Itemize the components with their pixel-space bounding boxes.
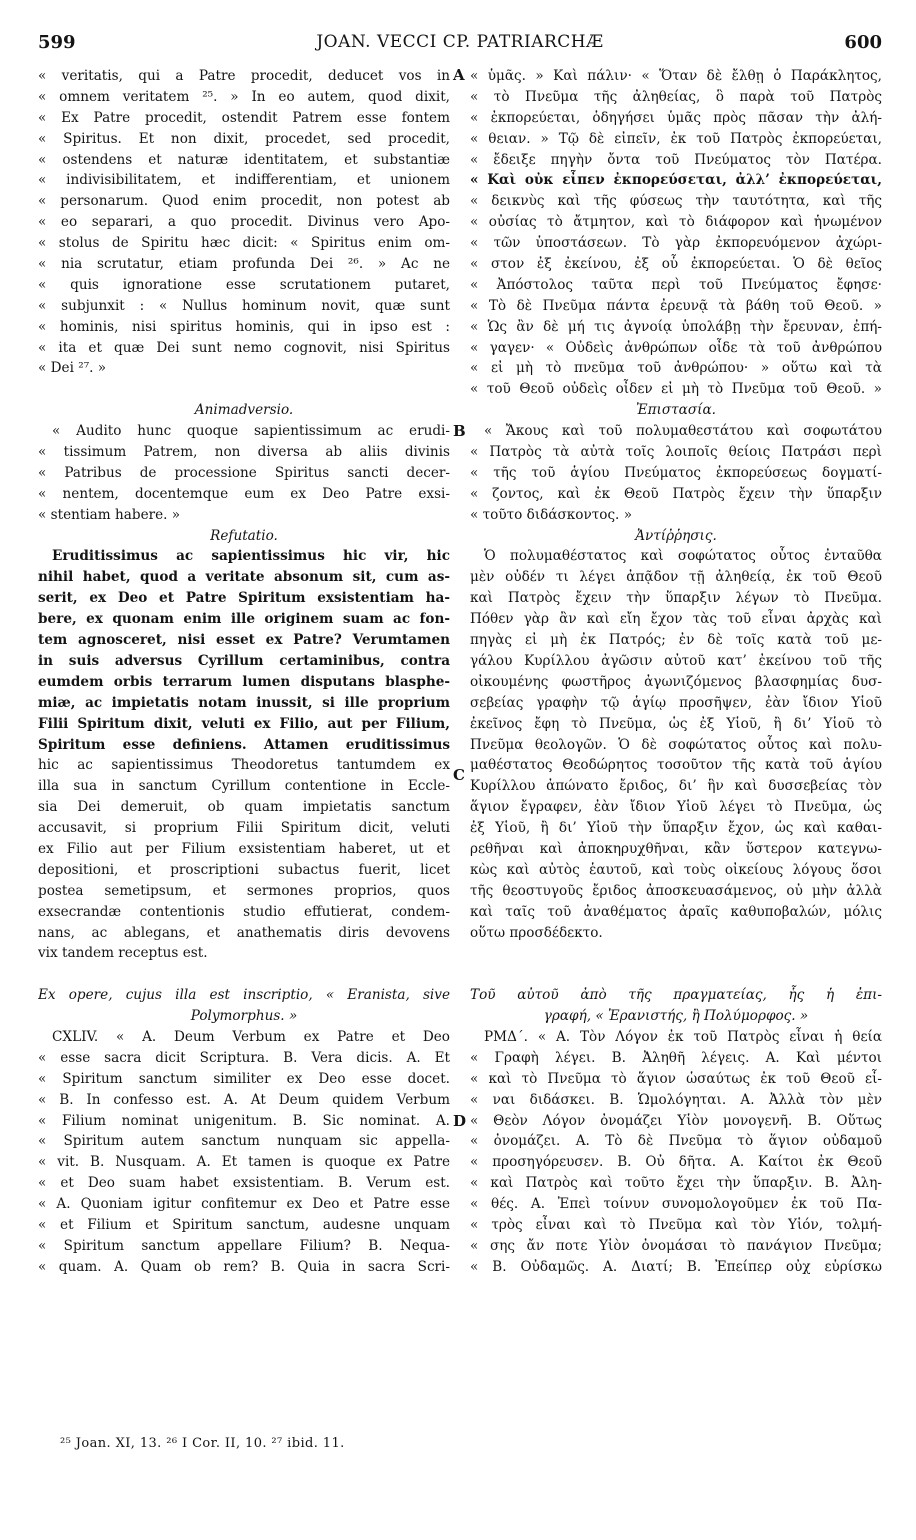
latin-text-line: « et Filium et Spiritum sanctum, audesne unquam — [38, 1216, 450, 1233]
greek-column — [470, 66, 882, 1278]
latin-text-line: « esse sacra dicit Scriptura. B. Vera dicis. A. Et — [38, 1049, 450, 1066]
latin-column — [38, 66, 450, 1278]
latin-text-line: « ostendens et naturæ identitatem, et substantiæ — [38, 151, 450, 168]
margin-mark-d: D — [453, 1112, 467, 1130]
latin-text-line: sia Dei demeruit, ob quam impietatis sanctum — [38, 799, 450, 816]
page-number-right: 600 — [844, 32, 882, 53]
greek-text-line: « Ὡς ἂν δὲ μή τις ἀγνοίᾳ ὑπολάβῃ τὴν ἔρευναν, ἐπή- — [470, 318, 882, 335]
greek-text-line: « δεικνὺς καὶ τῆς φύσεως τὴν ταυτότητα, καὶ τῆς — [470, 193, 882, 210]
latin-text-line: « subjunxit : « Nullus hominum novit, quæ sunt — [38, 297, 450, 314]
latin-text-line: « personarum. Quod enim procedit, non potest ab — [38, 193, 450, 210]
latin-text-line: Ex opere, cujus illa est inscriptio, « Eranista, sive — [38, 987, 450, 1004]
greek-text-line: « θές. Α. Ἐπεὶ τοίνυν συνομολογοῦμεν ἐκ τοῦ Πα- — [470, 1196, 882, 1213]
latin-text-line: Spiritum esse definiens. Attamen eruditissimus — [38, 736, 450, 753]
latin-text-line: « hominis, nisi spiritus hominis, qui in ipso est : — [38, 318, 450, 335]
latin-text-line: « stolus de Spiritu hæc dicit: « Spiritus enim om- — [38, 235, 450, 252]
greek-text-line: ἐκεῖνος ἔφη τὸ Πνεῦμα, ὡς ἐξ Υἱοῦ, ἢ δι’ Υἱοῦ τὸ — [470, 715, 882, 732]
latin-text-line: Polymorphus. » — [190, 1008, 298, 1025]
greek-text-line: μαθέστατος Θεοδώρητος τοσοῦτον τῆς κατὰ τοῦ ἁγίου — [470, 757, 882, 774]
latin-text-line: illa sua in sanctum Cyrillum contentione in Eccle- — [38, 778, 450, 795]
greek-text-line: « καὶ Πατρὸς καὶ τοῦτο ἔχει τὴν ὕπαρξιν. Β. Ἀλη- — [470, 1175, 882, 1192]
greek-text-line: Ἐπιστασία. — [636, 402, 716, 419]
greek-text-line: μὲν οὐδέν τι λέγει ἀπᾷδον τῇ ἀληθείᾳ, ἐκ τοῦ Θεοῦ — [470, 569, 882, 586]
greek-text-line: ἅγιον ἔγραφεν, ἐὰν ἴδιον Υἱοῦ λέγει τὸ Πνεῦμα, ὡς — [470, 799, 882, 816]
latin-text-line: depositioni, et proscriptioni subactus fuerit, licet — [38, 861, 450, 878]
greek-text-line: τῆς θεοστυγοῦς ἔριδος ἀποσκευασάμενος, οὐ μὴν ἀλλὰ — [470, 882, 882, 899]
greek-text-line: σεβείας γραφὴν τῷ ἁγίῳ προσῆψεν, ἐὰν ἴδιον Υἱοῦ — [470, 694, 882, 711]
latin-text-line: nans, ac ablegans, et anathematis diris devovens — [38, 924, 450, 941]
greek-text-line: « εἰ μὴ τὸ πνεῦμα τοῦ ἀνθρώπου· » οὕτω καὶ τὰ — [470, 360, 882, 377]
greek-text-line: « ζοντος, καὶ ἐκ Θεοῦ Πατρὸς ἔχειν τὴν ὕπαρξιν — [470, 485, 882, 502]
latin-text-line: vix tandem receptus est. — [38, 945, 208, 962]
greek-text-line: « Β. Οὐδαμῶς. Α. Διατί; Β. Ἐπείπερ οὐχ εὑρίσκω — [470, 1258, 882, 1275]
latin-text-line: ex Filio aut per Filium exsistentiam haberet, ut et — [38, 840, 450, 857]
greek-text-line: « ὀνομάζει. Α. Τὸ δὲ Πνεῦμα τὸ ἅγιον οὐδαμοῦ — [470, 1133, 882, 1150]
greek-text-line: « ἐκπορεύεται, ὁδηγήσει ὑμᾶς πρὸς πᾶσαν τὴν ἀλή- — [470, 109, 882, 126]
greek-text-line: « ἔδειξε πηγὴν ὄντα τοῦ Πνεύματος τὸν Πατέρα. — [470, 151, 882, 168]
latin-text-line: Refutatio. — [210, 527, 278, 544]
greek-text-line: « Ἀπόστολος ταῦτα περὶ τοῦ Πνεύματος ἔφησε· — [470, 276, 882, 293]
greek-text-line: « γαγεν· « Οὐδεὶς ἀνθρώπων οἶδε τὰ τοῦ ἀνθρώπου — [470, 339, 882, 356]
latin-text-line: « Ex Patre procedit, ostendit Patrem esse fontem — [38, 109, 450, 126]
greek-text-line: « θειαν. » Τῷ δὲ εἰπεῖν, ἐκ τοῦ Πατρὸς ἐκπορεύεται, — [470, 130, 882, 147]
page-header — [38, 32, 882, 60]
greek-text-line: Ἀντίῤῥησις. — [635, 527, 717, 544]
greek-text-line: « ὑμᾶς. » Καὶ πάλιν· « Ὅταν δὲ ἔλθῃ ὁ Παράκλητος, — [470, 68, 882, 84]
latin-text-line: serit, ex Deo et Patre Spiritum exsistentiam ha- — [38, 590, 450, 607]
greek-text-line: καὶ ταῖς τοῦ ἀναθέματος ἀραῖς καθυποβαλών, μόλις — [470, 903, 882, 920]
greek-text-line: « Τὸ δὲ Πνεῦμα πάντα ἐρευνᾷ τὰ βάθη τοῦ Θεοῦ. » — [470, 297, 882, 314]
greek-text-line: « σης ἄν ποτε Υἱὸν ὀνομάσαι τὸ πανάγιον Πνεῦμα; — [470, 1237, 882, 1254]
greek-text-line: ρεθῆναι καὶ ἀποκηρυχθῆναι, κἂν ὕστερον κατεγνω- — [470, 840, 882, 857]
margin-mark-c: C — [453, 766, 465, 784]
latin-text-line: « Spiritum sanctum appellare Filium? B. Nequa- — [38, 1237, 450, 1254]
latin-text-line: « Filium nominat unigenitum. B. Sic nominat. A. — [38, 1112, 450, 1129]
greek-text-line: πηγὰς εἰ μὴ ἐκ Πατρός; ἐν δὲ τοῖς κατὰ τοῦ με- — [470, 632, 882, 649]
margin-mark-b: B — [453, 422, 466, 440]
latin-text-line: Filii Spiritum dixit, veluti ex Filio, aut per Filium, — [38, 715, 450, 732]
margin-mark-a: A — [453, 66, 465, 84]
latin-text-line: accusavit, si proprium Filii Spiritum dicit, veluti — [38, 820, 450, 837]
greek-text-line: γάλου Κυρίλλου ἀγῶσιν αὐτοῦ κατ’ ἐκείνου τοῦ τῆς — [470, 652, 882, 669]
greek-text-line: « Ἄκους καὶ τοῦ πολυμαθεστάτου καὶ σοφωτάτου — [484, 423, 882, 440]
greek-text-line: Ὁ πολυμαθέστατος καὶ σοφώτατος οὗτος ἐνταῦθα — [484, 548, 882, 565]
greek-text-line: « τῶν ὑποστάσεων. Τὸ γὰρ ἐκπορευόμενον ἀχώρι- — [470, 235, 882, 252]
latin-text-line: « veritatis, qui a Patre procedit, deducet vos in — [38, 68, 450, 84]
latin-text-line: « nentem, docentemque eum ex Deo Patre exsi- — [38, 485, 450, 502]
latin-text-line — [38, 964, 450, 985]
latin-text-line: « omnem veritatem ²⁵. » In eo autem, quod dixit, — [38, 88, 450, 105]
greek-text-line: « Γραφὴ λέγει. Β. Ἀληθῆ λέγεις. Α. Καὶ μέντοι — [470, 1049, 882, 1066]
greek-text-line: καὶ Πατρὸς ἔχειν τὴν ὕπαρξιν λέγων τὸ Πνεῦμα. — [470, 590, 882, 607]
page-number-left: 599 — [38, 32, 76, 53]
greek-text-line: « Θεὸν Λόγον ὀνομάζει Υἱὸν μονογενῆ. Β. Οὕτως — [470, 1112, 882, 1129]
latin-text-line: « eo separari, a quo procedit. Divinus vero Apo- — [38, 214, 450, 231]
latin-text-line: « quam. A. Quam ob rem? B. Quia in sacra Scri- — [38, 1258, 450, 1275]
greek-text-line: « τῆς τοῦ ἁγίου Πνεύματος ἐκπορεύσεως δογματί- — [470, 464, 882, 481]
greek-text-line — [470, 964, 882, 985]
latin-text-line: hic ac sapientissimus Theodoretus tantumdem ex — [38, 757, 450, 774]
footnotes: ²⁵ Joan. XI, 13. ²⁶ I Cor. II, 10. ²⁷ ibid. 11. — [60, 1436, 345, 1451]
greek-text-line: « καὶ τὸ Πνεῦμα τὸ ἅγιον ὡσαύτως ἐκ τοῦ Θεοῦ εἶ- — [470, 1070, 882, 1087]
running-title: JOAN. VECCI CP. PATRIARCHÆ — [316, 32, 604, 52]
latin-text-line: « et Deo suam habet exsistentiam. B. Verum est. — [38, 1175, 450, 1192]
latin-text-line: Eruditissimus ac sapientissimus hic vir, hic — [52, 548, 450, 565]
latin-text-line: « vit. B. Nusquam. A. Et tamen is quoque ex Patre — [38, 1154, 450, 1171]
greek-text-line: οὕτω προσδέδεκτο. — [470, 924, 603, 941]
latin-text-line: « nia scrutatur, etiam profunda Dei ²⁶. » Ac ne — [38, 256, 450, 273]
latin-text-line: eumdem orbis terrarum lumen disputans blasphe- — [38, 673, 450, 690]
greek-text-line: « ναι διδάσκει. Β. Ὡμολόγηται. Α. Ἀλλὰ τὸν μὲν — [470, 1091, 882, 1108]
greek-text-line: Κυρίλλου ἀπώνατο ἔριδος, δι’ ἣν καὶ δυσσεβείας τὸν — [470, 778, 882, 795]
greek-text-line: γραφή, « Ἐρανιστής, ἢ Πολύμορφος. » — [543, 1008, 809, 1025]
greek-text-line: « τοῦτο διδάσκοντος. » — [470, 506, 633, 523]
latin-text-line: bere, ex quonam enim ille originem suam ac fon- — [38, 611, 450, 628]
latin-text-line: nihil habet, quod a veritate absonum sit, cum as- — [38, 569, 450, 586]
latin-text-line: « Dei ²⁷. » — [38, 360, 107, 377]
latin-text-line: « tissimum Patrem, non diversa ab aliis divinis — [38, 444, 450, 461]
greek-text-line: « οὐσίας τὸ ἄτμητον, καὶ τὸ διάφορον καὶ ἡνωμένον — [470, 214, 882, 231]
greek-text-line: Τοῦ αὐτοῦ ἀπὸ τῆς πραγματείας, ἧς ἡ ἐπι- — [470, 987, 882, 1004]
greek-text-line: Πόθεν γὰρ ἂν καὶ εἴη ἔχον τὰς τοῦ εἶναι ἀρχὰς καὶ — [470, 611, 882, 628]
greek-text-line: ΡΜΔ΄. « Α. Τὸν Λόγον ἐκ τοῦ Πατρὸς εἶναι ἡ θεία — [484, 1028, 882, 1045]
greek-text-line: « στον ἐξ ἐκείνου, ἐξ οὗ ἐκπορεύεται. Ὁ δὲ θεῖος — [470, 256, 882, 273]
latin-text-line — [38, 379, 450, 400]
greek-text-line: « τὸ Πνεῦμα τῆς ἀληθείας, ὃ παρὰ τοῦ Πατρὸς — [470, 88, 882, 105]
greek-text-line: « Πατρὸς τὰ αὐτὰ τοῖς λοιποῖς θείοις Πατράσι περὶ — [470, 444, 882, 461]
latin-text-line: postea semetipsum, et sermones proprios, quos — [38, 882, 450, 899]
greek-text-line: « τοῦ Θεοῦ οὐδεὶς οἶδεν εἰ μὴ τὸ Πνεῦμα τοῦ Θεοῦ. » — [470, 381, 882, 398]
greek-text-line: « Καὶ οὐκ εἶπεν ἐκπορεύσεται, ἀλλ’ ἐκπορεύεται, — [470, 172, 882, 189]
greek-text-line: ἐξ Υἱοῦ, ἢ δι’ Υἱοῦ τὴν ὕπαρξιν ἔχον, ὡς καὶ καθαι- — [470, 820, 882, 837]
greek-text-line: κὼς καὶ αὐτὸς ἑαυτοῦ, καὶ τοὺς οἰκείους λόγους ὅσοι — [470, 861, 882, 878]
latin-text-line: « Spiritum autem sanctum nunquam sic appella- — [38, 1133, 450, 1150]
greek-text-line: « προσηγόρευσεν. Β. Οὐ δῆτα. Α. Καίτοι ἐκ Θεοῦ — [470, 1154, 882, 1171]
latin-text-line: « quis ignoratione esse scrutationem putaret, — [38, 276, 450, 293]
latin-text-line: « B. In confesso est. A. At Deum quidem Verbum — [38, 1091, 450, 1108]
latin-text-line: « Spiritum sanctum similiter ex Deo esse docet. — [38, 1070, 450, 1087]
greek-text-line: Πνεῦμα θεολογῶν. Ὁ δὲ σοφώτατος οὗτος καὶ πολυ- — [470, 736, 882, 753]
latin-text-line: « stentiam habere. » — [38, 506, 181, 523]
greek-text-line: οἰκουμένης φωστῆρος ἀγωνιζόμενος βλασφημίας δυσ- — [470, 673, 882, 690]
greek-text-line — [470, 943, 882, 964]
latin-text-line: Animadversio. — [194, 402, 294, 419]
latin-text-line: exsecrandæ contentionis studio effutierat, condem- — [38, 903, 450, 920]
latin-text-line: « A. Quoniam igitur confitemur ex Deo et Patre esse — [38, 1196, 450, 1213]
latin-text-line: miæ, ac impietatis notam inussit, si ille proprium — [38, 694, 450, 711]
latin-text-line: CXLIV. « A. Deum Verbum ex Patre et Deo — [52, 1028, 450, 1045]
latin-text-line: « Patribus de processione Spiritus sancti decer- — [38, 464, 450, 481]
latin-text-line: in suis adversus Cyrillum certaminibus, contra — [38, 652, 450, 669]
latin-text-line: « indivisibilitatem, et indifferentiam, et unionem — [38, 172, 450, 189]
latin-text-line: « Audito hunc quoque sapientissimum ac erudi- — [52, 423, 450, 440]
latin-text-line: « ita et quæ Dei sunt nemo cognovit, nisi Spiritus — [38, 339, 450, 356]
latin-text-line: tem agnosceret, nisi esset ex Patre? Verumtamen — [38, 632, 450, 649]
latin-text-line: « Spiritus. Et non dixit, procedet, sed procedit, — [38, 130, 450, 147]
greek-text-line: « τρὸς εἶναι καὶ τὸ Πνεῦμα καὶ τὸν Υἱόν, τολμή- — [470, 1216, 882, 1233]
